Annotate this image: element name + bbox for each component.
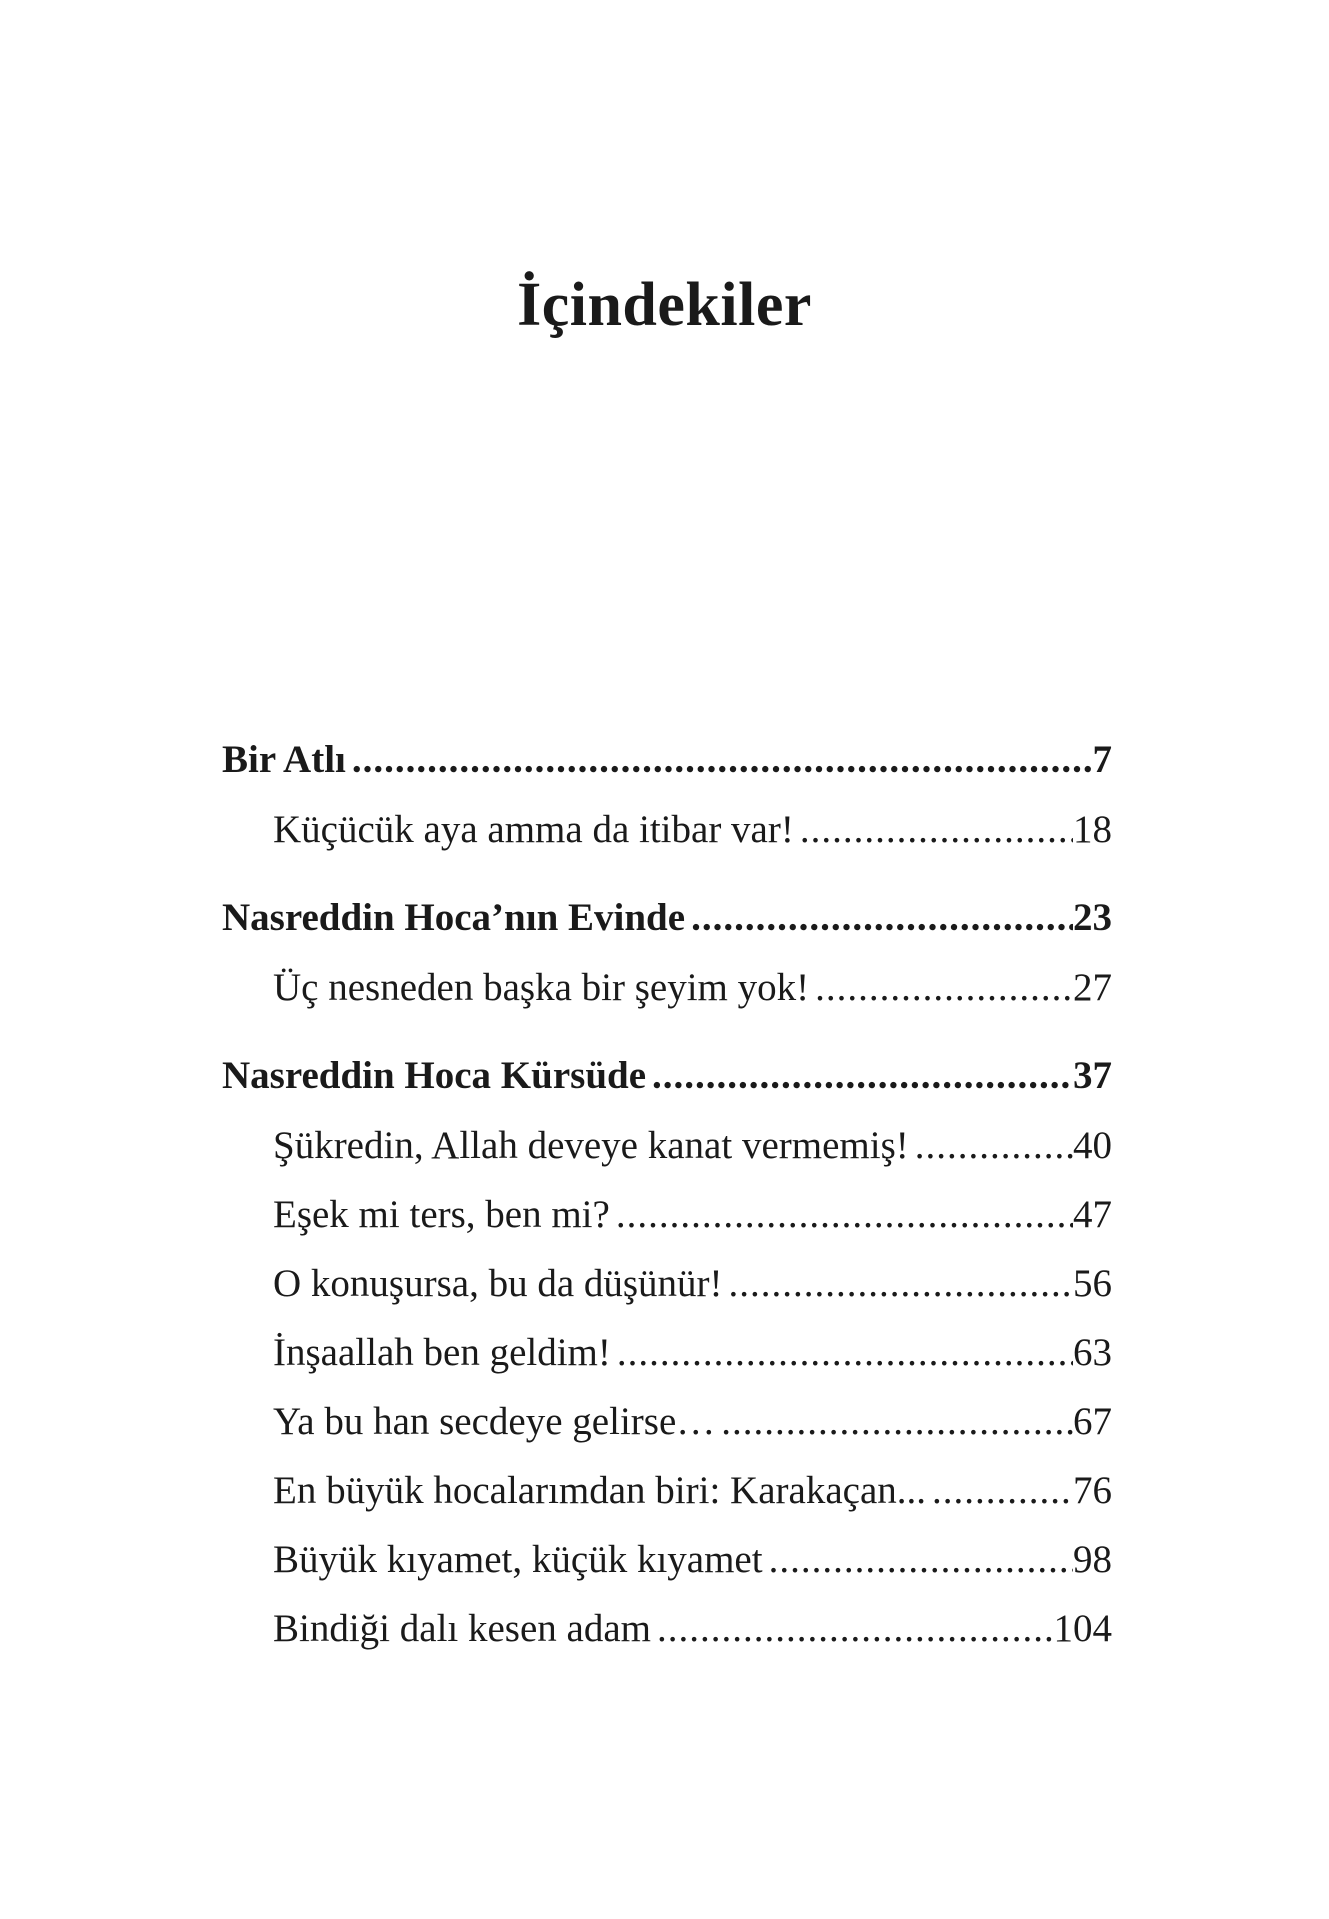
dot-leader [763,1538,1073,1583]
dot-leader [723,1262,1073,1307]
toc-section-entry[interactable] [222,1538,1112,1607]
toc-section-entry[interactable] [222,1469,1112,1538]
toc-entry-page: 27 [1073,966,1112,1009]
toc-entry-page: 40 [1073,1124,1112,1167]
toc-chapter-entry[interactable] [222,738,1112,788]
toc-entry-title: Eşek mi ters, ben mi? [273,1193,610,1236]
toc-section-entry[interactable] [222,1193,1112,1262]
toc-entry-page: 47 [1073,1193,1112,1236]
dot-leader [611,1331,1073,1376]
toc-entry-title: Üç nesneden başka bir şeyim yok! [273,966,810,1009]
toc-entry-page: 37 [1073,1054,1112,1097]
dot-leader [651,1607,1053,1652]
toc-entry-title: O konuşursa, bu da düşünür! [273,1262,723,1305]
toc-entry-page: 76 [1073,1469,1112,1512]
toc-entry-page: 98 [1073,1538,1112,1581]
toc-entry-title: Bir Atlı [222,738,346,781]
toc-entry-title: En büyük hocalarımdan biri: Karakaçan... [273,1469,927,1512]
toc-entry-title: Ya bu han secdeye gelirse… [273,1400,716,1443]
dot-leader [610,1193,1073,1238]
toc-section-entry[interactable] [222,808,1112,896]
dot-leader [809,966,1073,1011]
toc-section-entry[interactable] [222,1331,1112,1400]
dot-leader [926,1469,1073,1514]
toc-section-entry[interactable] [222,1124,1112,1193]
toc-chapter-entry[interactable] [222,896,1112,946]
toc-entry-title: Büyük kıyamet, küçük kıyamet [273,1538,763,1581]
dot-leader [909,1124,1073,1169]
toc-entry-title: Nasreddin Hoca Kürsüde [222,1054,647,1097]
toc-entry-title: Küçücük aya amma da itibar var! [273,808,794,851]
toc-entry-page: 67 [1073,1400,1112,1443]
toc-entry-page: 56 [1073,1262,1112,1305]
page-title: İçindekiler [517,270,812,339]
toc-entry-title: Şükredin, Allah deveye kanat vermemiş! [273,1124,909,1167]
dot-leader [794,808,1073,853]
toc-chapter-entry[interactable] [222,1054,1112,1104]
dot-leader [715,1400,1073,1445]
toc-entry-page: 7 [1092,738,1112,781]
toc-entry-page: 23 [1073,896,1112,939]
toc-entry-page: 18 [1073,808,1112,851]
toc-section-entry[interactable] [222,1607,1112,1676]
toc-section-entry[interactable] [222,1400,1112,1469]
toc-entry-page: 63 [1073,1331,1112,1374]
table-of-contents [222,738,1112,1676]
toc-entry-page: 104 [1053,1607,1112,1650]
toc-section-entry[interactable] [222,966,1112,1054]
toc-entry-title: Bindiği dalı kesen adam [273,1607,652,1650]
toc-section-entry[interactable] [222,1262,1112,1331]
toc-entry-title: Nasreddin Hoca’nın Evinde [222,896,686,939]
toc-entry-title: İnşaallah ben geldim! [273,1331,611,1374]
dot-leader [346,738,1093,783]
dot-leader [685,896,1073,941]
dot-leader [646,1054,1073,1099]
